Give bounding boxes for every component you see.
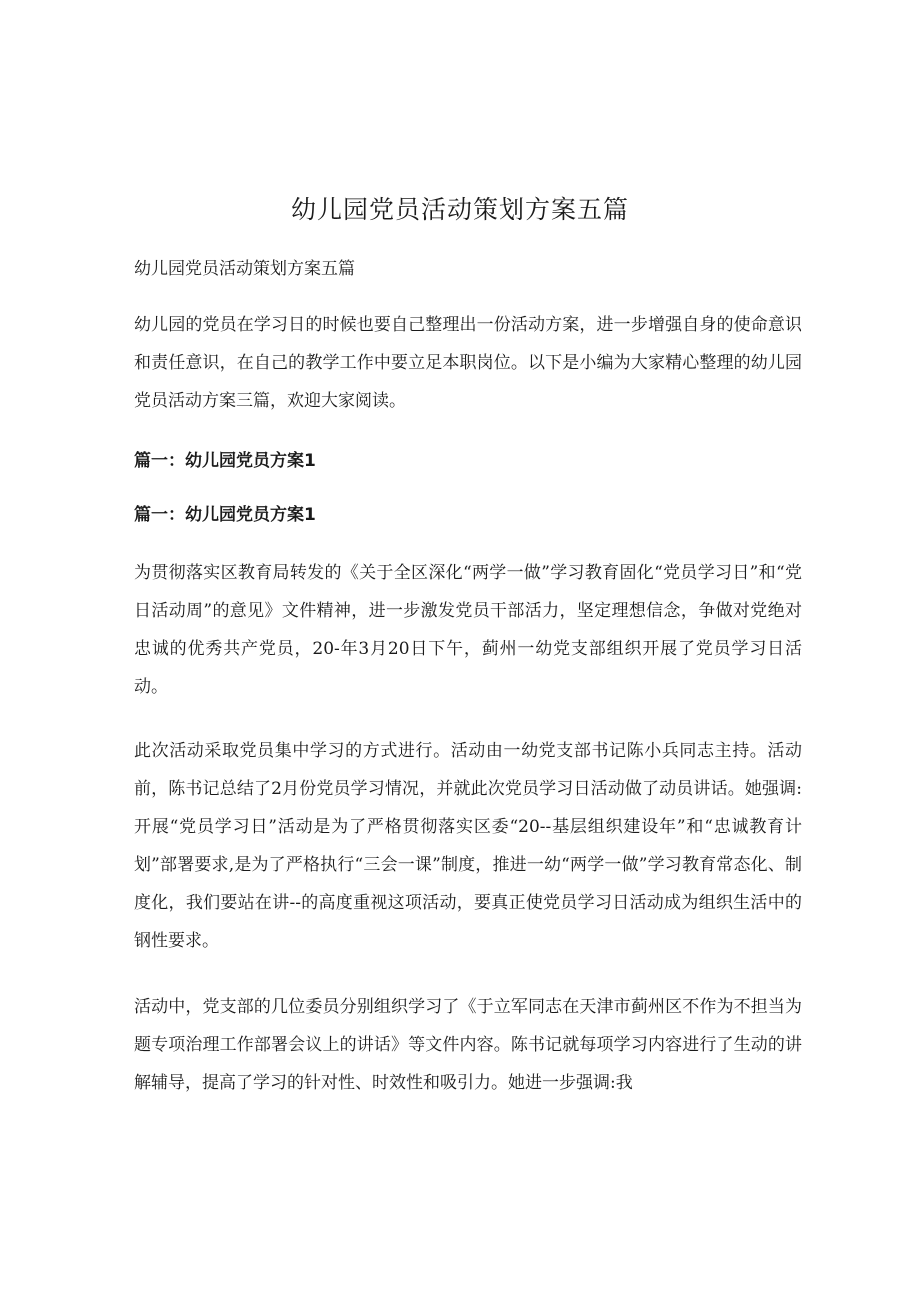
body-paragraph-3: 活动中，党支部的几位委员分别组织学习了《于立军同志在天津市蓟州区不作为不担当为题专项治理工作部署会议上的讲话》等文件内容。陈书记就每项学习内容进行了生动的讲解辅导，提高了学习的针对性、时效性和吸引力。她进一步强调:我: [134, 997, 802, 1093]
body-paragraph-1: 为贯彻落实区教育局转发的《关于全区深化“两学一做”学习教育固化“党员学习日”和“党日活动周”的意见》文件精神，进一步激发党员干部活力，坚定理想信念，争做对党绝对忠诚的优秀共产党员，20-年3月20日下午，蓟州一幼党支部组织开展了党员学习日活动。: [134, 563, 802, 697]
section-heading-1: 篇一：幼儿园党员方案1: [134, 451, 316, 471]
intro-paragraph: 幼儿园的党员在学习日的时候也要自己整理出一份活动方案，进一步增强自身的使命意识和责任意识，在自己的教学工作中要立足本职岗位。以下是小编为大家精心整理的幼儿园党员活动方案三篇，欢迎大家阅读。: [134, 315, 802, 411]
body-paragraph-2: 此次活动采取党员集中学习的方式进行。活动由一幼党支部书记陈小兵同志主持。活动前，陈书记总结了2月份党员学习情况，并就此次党员学习日活动做了动员讲话。她强调:开展“党员学习日”活动是为了严格贯彻落实区委“20--基层组织建设年”和“忠诚教育计划”部署要求,是为了严格执行“三会一课”制度，推进一幼“两学一做”学习教育常态化、制度化，我们要站在讲--的高度重视这项活动，要真正使党员学习日活动成为组织生活中的钢性要求。: [134, 741, 802, 951]
document-title: 幼儿园党员活动策划方案五篇: [290, 195, 629, 224]
document-subtitle: 幼儿园党员活动策划方案五篇: [134, 259, 355, 279]
section-heading-2: 篇一：幼儿园党员方案1: [134, 505, 316, 525]
